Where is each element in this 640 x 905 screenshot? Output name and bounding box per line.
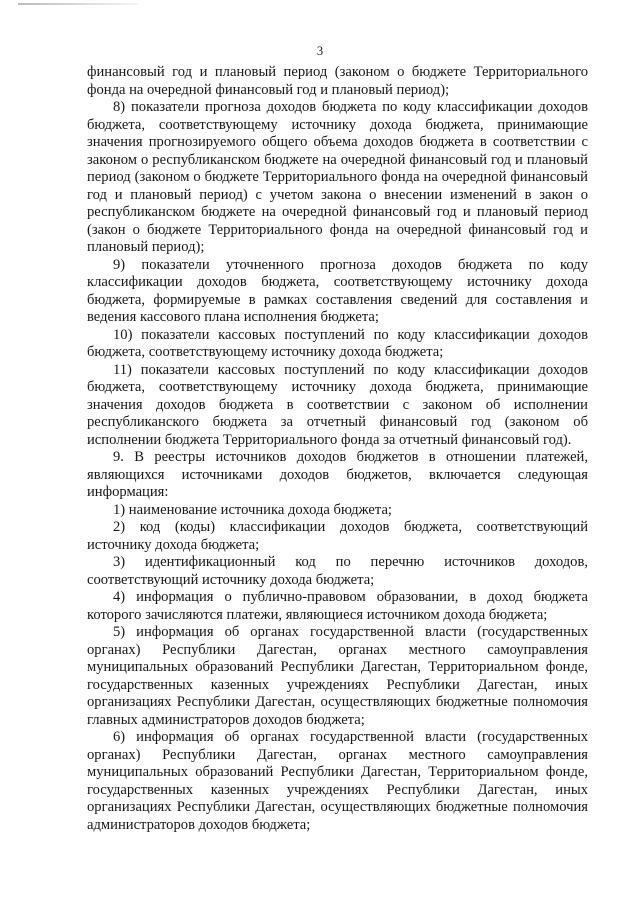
paragraph-list-4: 4) информация о публично-правовом образовании, в доход бюджета которого зачисляются платежи, являющиеся источником дохода бюджета; xyxy=(87,589,588,623)
paragraph-item-9: 9) показатели уточненного прогноза доходов бюджета по коду классификации доходов бюджета, соответствующему источнику дохода бюджета, формируемые в рамках составления сведений для составления и ведения кассового плана исполнения бюджета; xyxy=(87,256,588,325)
paragraph-list-1: 1) наименование источника дохода бюджета; xyxy=(113,501,392,518)
paragraph-continuation: финансовый год и плановый период (законом о бюджете Территориального фонда на очередной финансовый год и плановый период); xyxy=(87,64,588,98)
paragraph-item-10: 10) показатели кассовых поступлений по коду классификации доходов бюджета, соответствующему источнику дохода бюджета; xyxy=(87,326,588,360)
paragraph-item-11: 11) показатели кассовых поступлений по коду классификации доходов бюджета, соответствующему источнику дохода бюджета, принимающие значения доходов бюджета в соответствии с законом об исполнении республиканского бюджета за отчетный финансовый год (законом об исполнении бюджета Территориального фонда за отчетный финансовый год). xyxy=(87,361,588,448)
paragraph-list-3: 3) идентификационный код по перечню источников доходов, соответствующий источнику дохода бюджета; xyxy=(87,554,588,588)
paragraph-section-9: 9. В реестры источников доходов бюджетов в отношении платежей, являющихся источниками доходов бюджетов, включается следующая информация: xyxy=(87,449,588,500)
page-number: 3 xyxy=(316,44,324,58)
paragraph-list-6: 6) информация об органах государственной власти (государственных органах) Республики Дагестан, органах местного самоуправления муниципальных образований Республики Дагестан, Территориальном фонде, государственных казенных учреждениях Республики Дагестан, иных организациях Республики Дагестан, осуществляющих бюджетные полномочия администраторов доходов бюджета; xyxy=(87,729,588,833)
paragraph-list-2: 2) код (коды) классификации доходов бюджета, соответствующий источнику дохода бюджета; xyxy=(87,519,588,553)
paragraph-list-5: 5) информация об органах государственной власти (государственных органах) Республики Дагестан, органах местного самоуправления муниципальных образований Республики Дагестан, Территориальном фонде, государственных казенных учреждениях Республики Дагестан, иных организациях Республики Дагестан, осуществляющих бюджетные полномочия главных администраторов доходов бюджета; xyxy=(87,624,588,728)
paragraph-item-8: 8) показатели прогноза доходов бюджета по коду классификации доходов бюджета, соответствующему источнику дохода бюджета, принимающие значения прогнозируемого общего объема доходов бюджета в соответствии с законом о республиканском бюджете на очередной финансовый год и плановый период (законом о бюджете Территориального фонда на очередной финансовый год и плановый период) с учетом закона о внесении изменений в закон о республиканском бюджете на очередной финансовый год и плановый период (закон о бюджете Территориального фонда на очередной финансовый год и плановый период); xyxy=(87,99,588,255)
document-body xyxy=(87,64,588,834)
scan-edge-mark xyxy=(18,3,138,5)
